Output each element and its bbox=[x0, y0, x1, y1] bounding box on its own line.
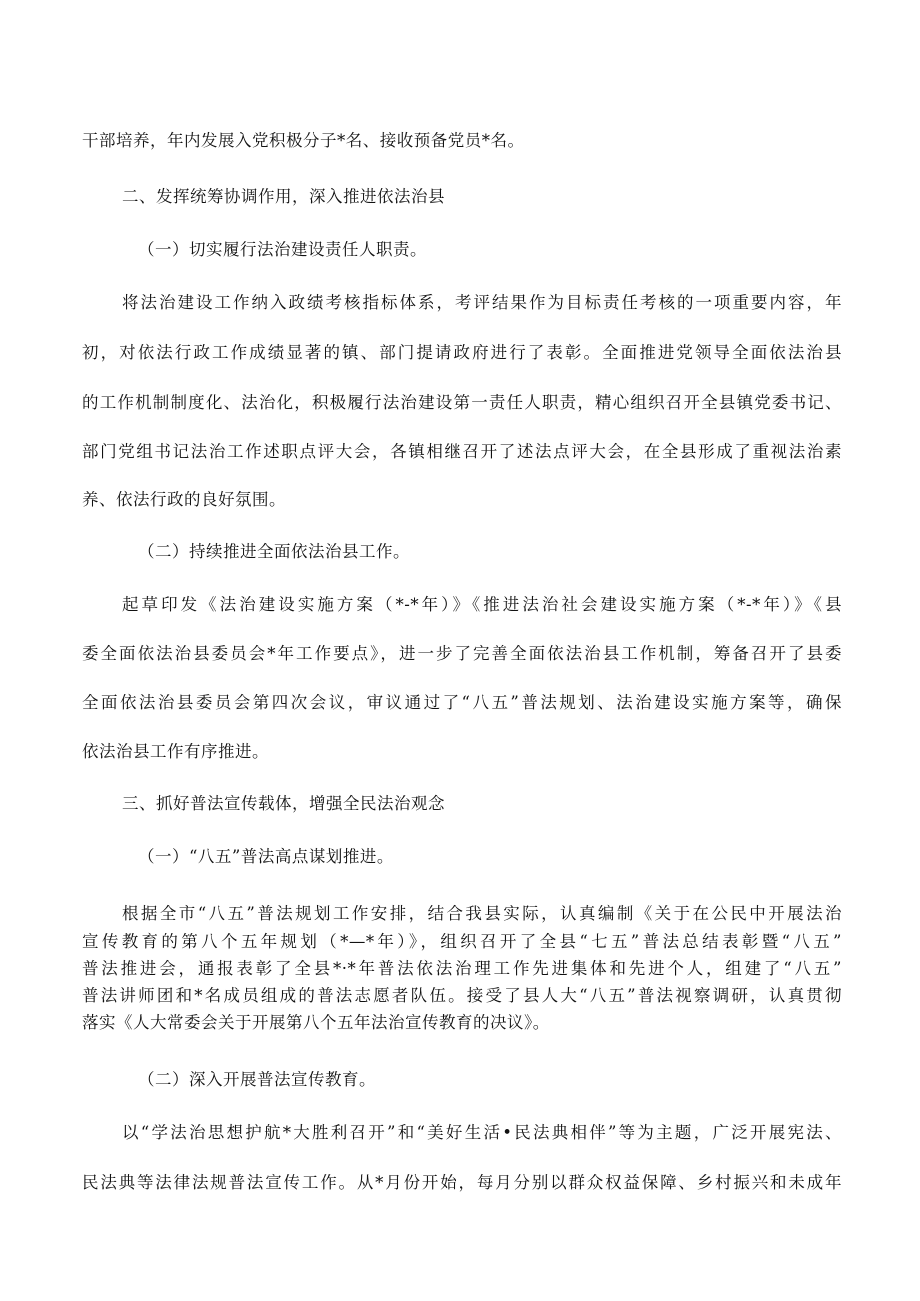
paragraph-line: 委全面依法治县委员会*年工作要点》，进一步了完善全面依法治县工作机制，筹备召开了县委 bbox=[82, 644, 842, 663]
paragraph-line: 民法典等法律法规普法宣传工作。从*月份开始，每月分别以群众权益保障、乡村振兴和未成年 bbox=[82, 1173, 842, 1192]
paragraph-line: 初，对依法行政工作成绩显著的镇、部门提请政府进行了表彰。全面推进党领导全面依法治县 bbox=[82, 343, 842, 362]
section-heading-2: 二、发挥统筹协调作用，深入推进依法治县 bbox=[122, 187, 445, 206]
subsection-heading-2-2: （二）持续推进全面依法治县工作。 bbox=[138, 542, 410, 561]
paragraph-line: 根据全市“八五”普法规划工作安排，结合我县实际，认真编制《关于在公民中开展法治 bbox=[122, 904, 842, 923]
paragraph-line: 干部培养，年内发展入党积极分子*名、接收预备党员*名。 bbox=[82, 131, 525, 150]
paragraph-line: 以“学法治思想护航*大胜利召开”和“美好生活•民法典相伴”等为主题，广泛开展宪法、 bbox=[122, 1123, 842, 1142]
paragraph-line: 落实《人大常委会关于开展第八个五年法治宣传教育的决议》。 bbox=[82, 1013, 550, 1032]
paragraph-line: 宣传教育的第八个五年规划（*—*年）》，组织召开了全县“七五”普法总结表彰暨“八五” bbox=[82, 932, 842, 951]
paragraph-line: 部门党组书记法治工作述职点评大会，各镇相继召开了述法点评大会，在全县形成了重视法治素 bbox=[82, 442, 842, 461]
paragraph-line: 起草印发《法治建设实施方案（*-*年）》《推进法治社会建设实施方案（*-*年）》《县 bbox=[122, 595, 842, 614]
paragraph-line: 普法讲师团和*名成员组成的普法志愿者队伍。接受了县人大“八五”普法视察调研，认真贯彻 bbox=[82, 986, 842, 1005]
subsection-heading-3-1: （一）“八五”普法高点谋划推进。 bbox=[138, 847, 394, 866]
paragraph-line: 养、依法行政的良好氛围。 bbox=[82, 490, 286, 509]
subsection-heading-3-2: （二）深入开展普法宣传教育。 bbox=[138, 1070, 376, 1089]
paragraph-line: 将法治建设工作纳入政绩考核指标体系，考评结果作为目标责任考核的一项重要内容，年 bbox=[122, 293, 842, 312]
section-heading-3: 三、抓好普法宣传载体，增强全民法治观念 bbox=[122, 794, 445, 813]
paragraph-line: 的工作机制制度化、法治化，积极履行法治建设第一责任人职责，精心组织召开全县镇党委书记、 bbox=[82, 393, 842, 412]
paragraph-line: 全面依法治县委员会第四次会议，审议通过了“八五”普法规划、法治建设实施方案等，确保 bbox=[82, 693, 842, 712]
paragraph-line: 普法推进会，通报表彰了全县*·*年普法依法治理工作先进集体和先进个人，组建了“八五” bbox=[82, 959, 842, 978]
paragraph-line: 依法治县工作有序推进。 bbox=[82, 742, 269, 761]
subsection-heading-2-1: （一）切实履行法治建设责任人职责。 bbox=[138, 240, 427, 259]
